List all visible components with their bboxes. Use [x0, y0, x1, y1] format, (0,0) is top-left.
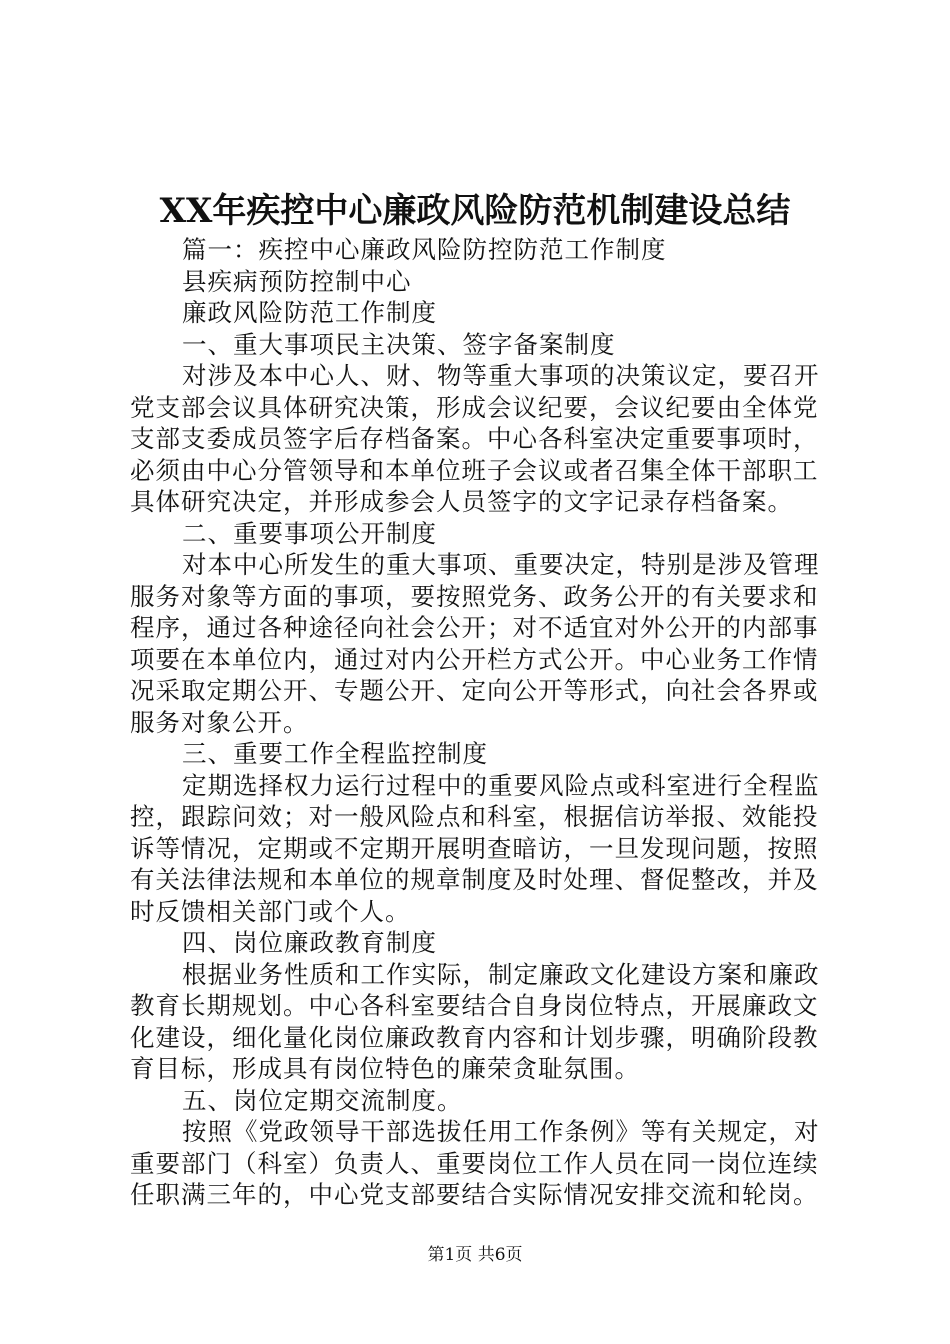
text-line: 支部支委成员签字后存档备案。中心各科室决定重要事项时， — [130, 424, 819, 453]
text-line: 控，跟踪问效；对一般风险点和科室，根据信访举报、效能投 — [130, 802, 819, 831]
text-line: 况采取定期公开、专题公开、定向公开等形式，向社会各界或 — [130, 676, 819, 705]
text-line: 服务对象公开。 — [130, 707, 309, 737]
text-line: 诉等情况，定期或不定期开展明查暗访，一旦发现问题，按照 — [130, 833, 819, 863]
text-line: 一、重大事项民主决策、签字备案制度 — [182, 329, 616, 359]
text-line: 对涉及本中心人、财、物等重大事项的决策议定，要召开 — [182, 361, 820, 390]
text-line: 五、岗位定期交流制度。 — [182, 1085, 463, 1115]
text-line: 必须由中心分管领导和本单位班子会议或者召集全体干部职工 — [130, 455, 819, 485]
text-line: 四、岗位廉政教育制度 — [182, 928, 437, 957]
text-line: 具体研究决定，并形成参会人员签字的文字记录存档备案。 — [130, 487, 793, 516]
text-line: 根据业务性质和工作实际，制定廉政文化建设方案和廉政 — [182, 959, 820, 989]
text-line: 重要部门（科室）负责人、重要岗位工作人员在同一岗位连续 — [130, 1148, 819, 1178]
text-line: 按照《党政领导干部选拔任用工作条例》等有关规定，对 — [182, 1117, 820, 1146]
text-line: 程序，通过各种途径向社会公开；对不适宜对外公开的内部事 — [130, 613, 819, 642]
text-line: 廉政风险防范工作制度 — [182, 298, 437, 327]
text-line: 党支部会议具体研究决策，形成会议纪要，会议纪要由全体党 — [130, 392, 819, 422]
text-line: 服务对象等方面的事项，要按照党务、政务公开的有关要求和 — [130, 581, 819, 611]
text-line: 时反馈相关部门或个人。 — [130, 896, 411, 926]
text-line: 对本中心所发生的重大事项、重要决定，特别是涉及管理 — [182, 550, 820, 579]
text-line: 三、重要工作全程监控制度 — [182, 739, 488, 768]
page-footer: 第1页 共6页 — [427, 1245, 523, 1265]
text-line: 县疾病预防控制中心 — [182, 266, 412, 296]
text-line: 二、重要事项公开制度 — [182, 518, 437, 548]
text-line: 育目标，形成具有岗位特色的廉荣贪耻氛围。 — [130, 1054, 640, 1083]
text-line: 有关法律法规和本单位的规章制度及时处理、督促整改，并及 — [130, 865, 819, 894]
text-line: 化建设，细化量化岗位廉政教育内容和计划步骤，明确阶段教 — [130, 1022, 819, 1052]
document-body — [130, 234, 830, 1211]
text-line: 教育长期规划。中心各科室要结合自身岗位特点，开展廉政文 — [130, 991, 819, 1020]
text-line: 项要在本单位内，通过对内公开栏方式公开。中心业务工作情 — [130, 644, 819, 674]
text-line: 任职满三年的，中心党支部要结合实际情况安排交流和轮岗。 — [130, 1180, 819, 1209]
text-line: 定期选择权力运行过程中的重要风险点或科室进行全程监 — [182, 770, 820, 800]
text-line: 篇一：疾控中心廉政风险防控防范工作制度 — [182, 235, 667, 264]
document-title: XX年疾控中心廉政风险防范机制建设总结 — [159, 191, 791, 231]
